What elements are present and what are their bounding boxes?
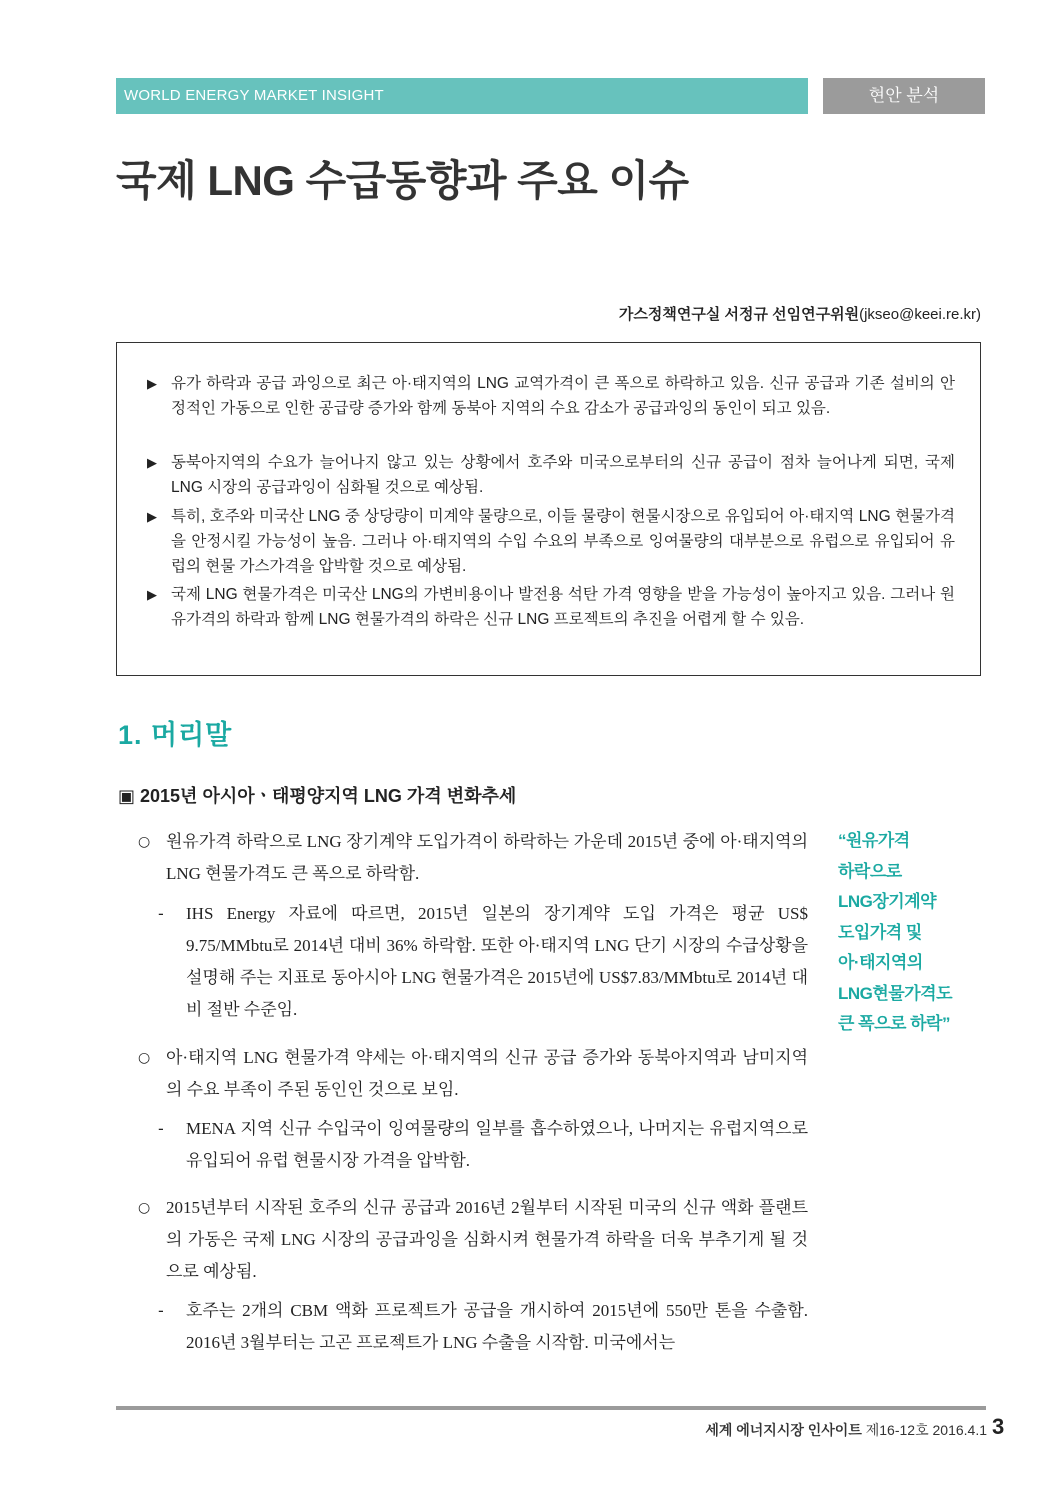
dash-bullet-icon: - bbox=[158, 1119, 164, 1138]
footer-divider bbox=[116, 1406, 986, 1410]
author-name: 가스정책연구실 서정규 선임연구위원 bbox=[618, 306, 860, 323]
body-paragraph bbox=[138, 826, 808, 890]
summary-text: 유가 하락과 공급 과잉으로 최근 아·태지역의 LNG 교역가격이 큰 폭으로 하락하고 있음. 신규 공급과 기존 설비의 안정적인 가동으로 인한 공급량 증가와 함께 동북아 지역의 수요 감소가 공급과잉의 동인이 되고 있음. bbox=[171, 375, 955, 417]
paragraph-text: 아·태지역 LNG 현물가격 약세는 아·태지역의 신규 공급 증가와 동북아지역과 남미지역의 수요 부족이 주된 동인인 것으로 보임. bbox=[166, 1048, 808, 1099]
body-paragraph bbox=[138, 1192, 808, 1288]
summary-text: 동북아지역의 수요가 늘어나지 않고 있는 상황에서 호주와 미국으로부터의 신규 공급이 점차 늘어나게 되면, 국제 LNG 시장의 공급과잉이 심화될 것으로 예상됨. bbox=[171, 454, 955, 496]
circle-bullet-icon: ○ bbox=[138, 1200, 151, 1216]
circle-bullet-icon: ○ bbox=[138, 834, 151, 850]
pull-quote-line: 큰 폭으로 하락” bbox=[838, 1014, 950, 1033]
summary-item bbox=[147, 371, 955, 421]
section-title: 1. 머리말 bbox=[118, 720, 233, 750]
triangle-bullet-icon: ▶ bbox=[147, 587, 157, 602]
paragraph-text: 2015년부터 시작된 호주의 신규 공급과 2016년 2월부터 시작된 미국의 신규 액화 플랜트의 가동은 국제 LNG 시장의 공급과잉을 심화시켜 현물가격 하락을 더욱 부추기게 될 것으로 예상됨. bbox=[166, 1198, 808, 1281]
body-subparagraph bbox=[158, 1113, 808, 1177]
author-email: (jkseo@keei.re.kr) bbox=[859, 306, 981, 323]
summary-item bbox=[147, 450, 955, 500]
author-byline bbox=[619, 303, 981, 324]
triangle-bullet-icon: ▶ bbox=[147, 509, 157, 524]
series-banner: WORLD ENERGY MARKET INSIGHT bbox=[116, 78, 808, 114]
summary-text: 국제 LNG 현물가격은 미국산 LNG의 가변비용이나 발전용 석탄 가격 영향을 받을 가능성이 높아지고 있음. 그러나 원유가격의 하락과 함께 LNG 현물가격의 하락은 신규 LNG 프로젝트의 추진을 어렵게 할 수 있음. bbox=[171, 586, 955, 628]
body-subparagraph bbox=[158, 1295, 808, 1359]
issue-info: 제16-12호 2016.4.1 bbox=[861, 1422, 987, 1438]
triangle-bullet-icon: ▶ bbox=[147, 376, 157, 391]
pull-quote bbox=[838, 826, 968, 1040]
pull-quote-line: 아·태지역의 bbox=[838, 953, 923, 972]
paragraph-text: 호주는 2개의 CBM 액화 프로젝트가 공급을 개시하여 2015년에 550만 톤을 수출함. 2016년 3월부터는 고곤 프로젝트가 LNG 수출을 시작함. 미국에서는 bbox=[186, 1301, 808, 1352]
page-number: 3 bbox=[992, 1414, 1005, 1439]
pull-quote-line: “원유가격 bbox=[838, 831, 910, 850]
subheading: ▣ 2015년 아시아ㆍ태평양지역 LNG 가격 변화추세 bbox=[118, 786, 517, 806]
summary-item bbox=[147, 504, 955, 579]
paragraph-text: 원유가격 하락으로 LNG 장기계약 도입가격이 하락하는 가운데 2015년 중에 아·태지역의 LNG 현물가격도 큰 폭으로 하락함. bbox=[166, 832, 808, 883]
body-subparagraph bbox=[158, 898, 808, 1026]
paragraph-text: MENA 지역 신규 수입국이 잉여물량의 일부를 흡수하였으나, 나머지는 유럽지역으로 유입되어 유럽 현물시장 가격을 압박함. bbox=[186, 1119, 808, 1170]
publication-name: 세계 에너지시장 인사이트 bbox=[705, 1422, 862, 1438]
article-title: 국제 LNG 수급동향과 주요 이슈 bbox=[116, 157, 689, 204]
footer-publication bbox=[705, 1420, 987, 1440]
summary-box bbox=[116, 342, 981, 676]
pull-quote-line: 하락으로 bbox=[838, 861, 902, 881]
dash-bullet-icon: - bbox=[158, 904, 164, 923]
pull-quote-line: LNG현물가격도 bbox=[838, 983, 952, 1003]
triangle-bullet-icon: ▶ bbox=[147, 455, 157, 470]
summary-text: 특히, 호주와 미국산 LNG 중 상당량이 미계약 물량으로, 이들 물량이 현물시장으로 유입되어 아·태지역 LNG 현물가격을 안정시킬 가능성이 높음. 그러나 아·태지역의 수입 수요의 부족으로 잉여물량의 대부분으로 유럽으로 유입되어 유럽의 현물 가스가격을 압박할 것으로 예상됨. bbox=[171, 508, 955, 575]
body-paragraph bbox=[138, 1042, 808, 1106]
paragraph-text: IHS Energy 자료에 따르면, 2015년 일본의 장기계약 도입 가격은 평균 US$ 9.75/MMbtu로 2014년 대비 36% 하락함. 또한 아·태지역 LNG 단기 시장의 수급상황을 설명해 주는 지표로 동아시아 LNG 현물가격은 2015년에 US$7.83/MMbtu로 2014년 대비 절반 수준임. bbox=[186, 904, 808, 1019]
circle-bullet-icon: ○ bbox=[138, 1050, 151, 1066]
pull-quote-line: LNG장기계약 bbox=[838, 892, 937, 911]
pull-quote-line: 도입가격 및 bbox=[838, 922, 922, 942]
category-tag: 현안 분석 bbox=[823, 78, 985, 114]
dash-bullet-icon: - bbox=[158, 1301, 164, 1320]
summary-item bbox=[147, 582, 955, 632]
